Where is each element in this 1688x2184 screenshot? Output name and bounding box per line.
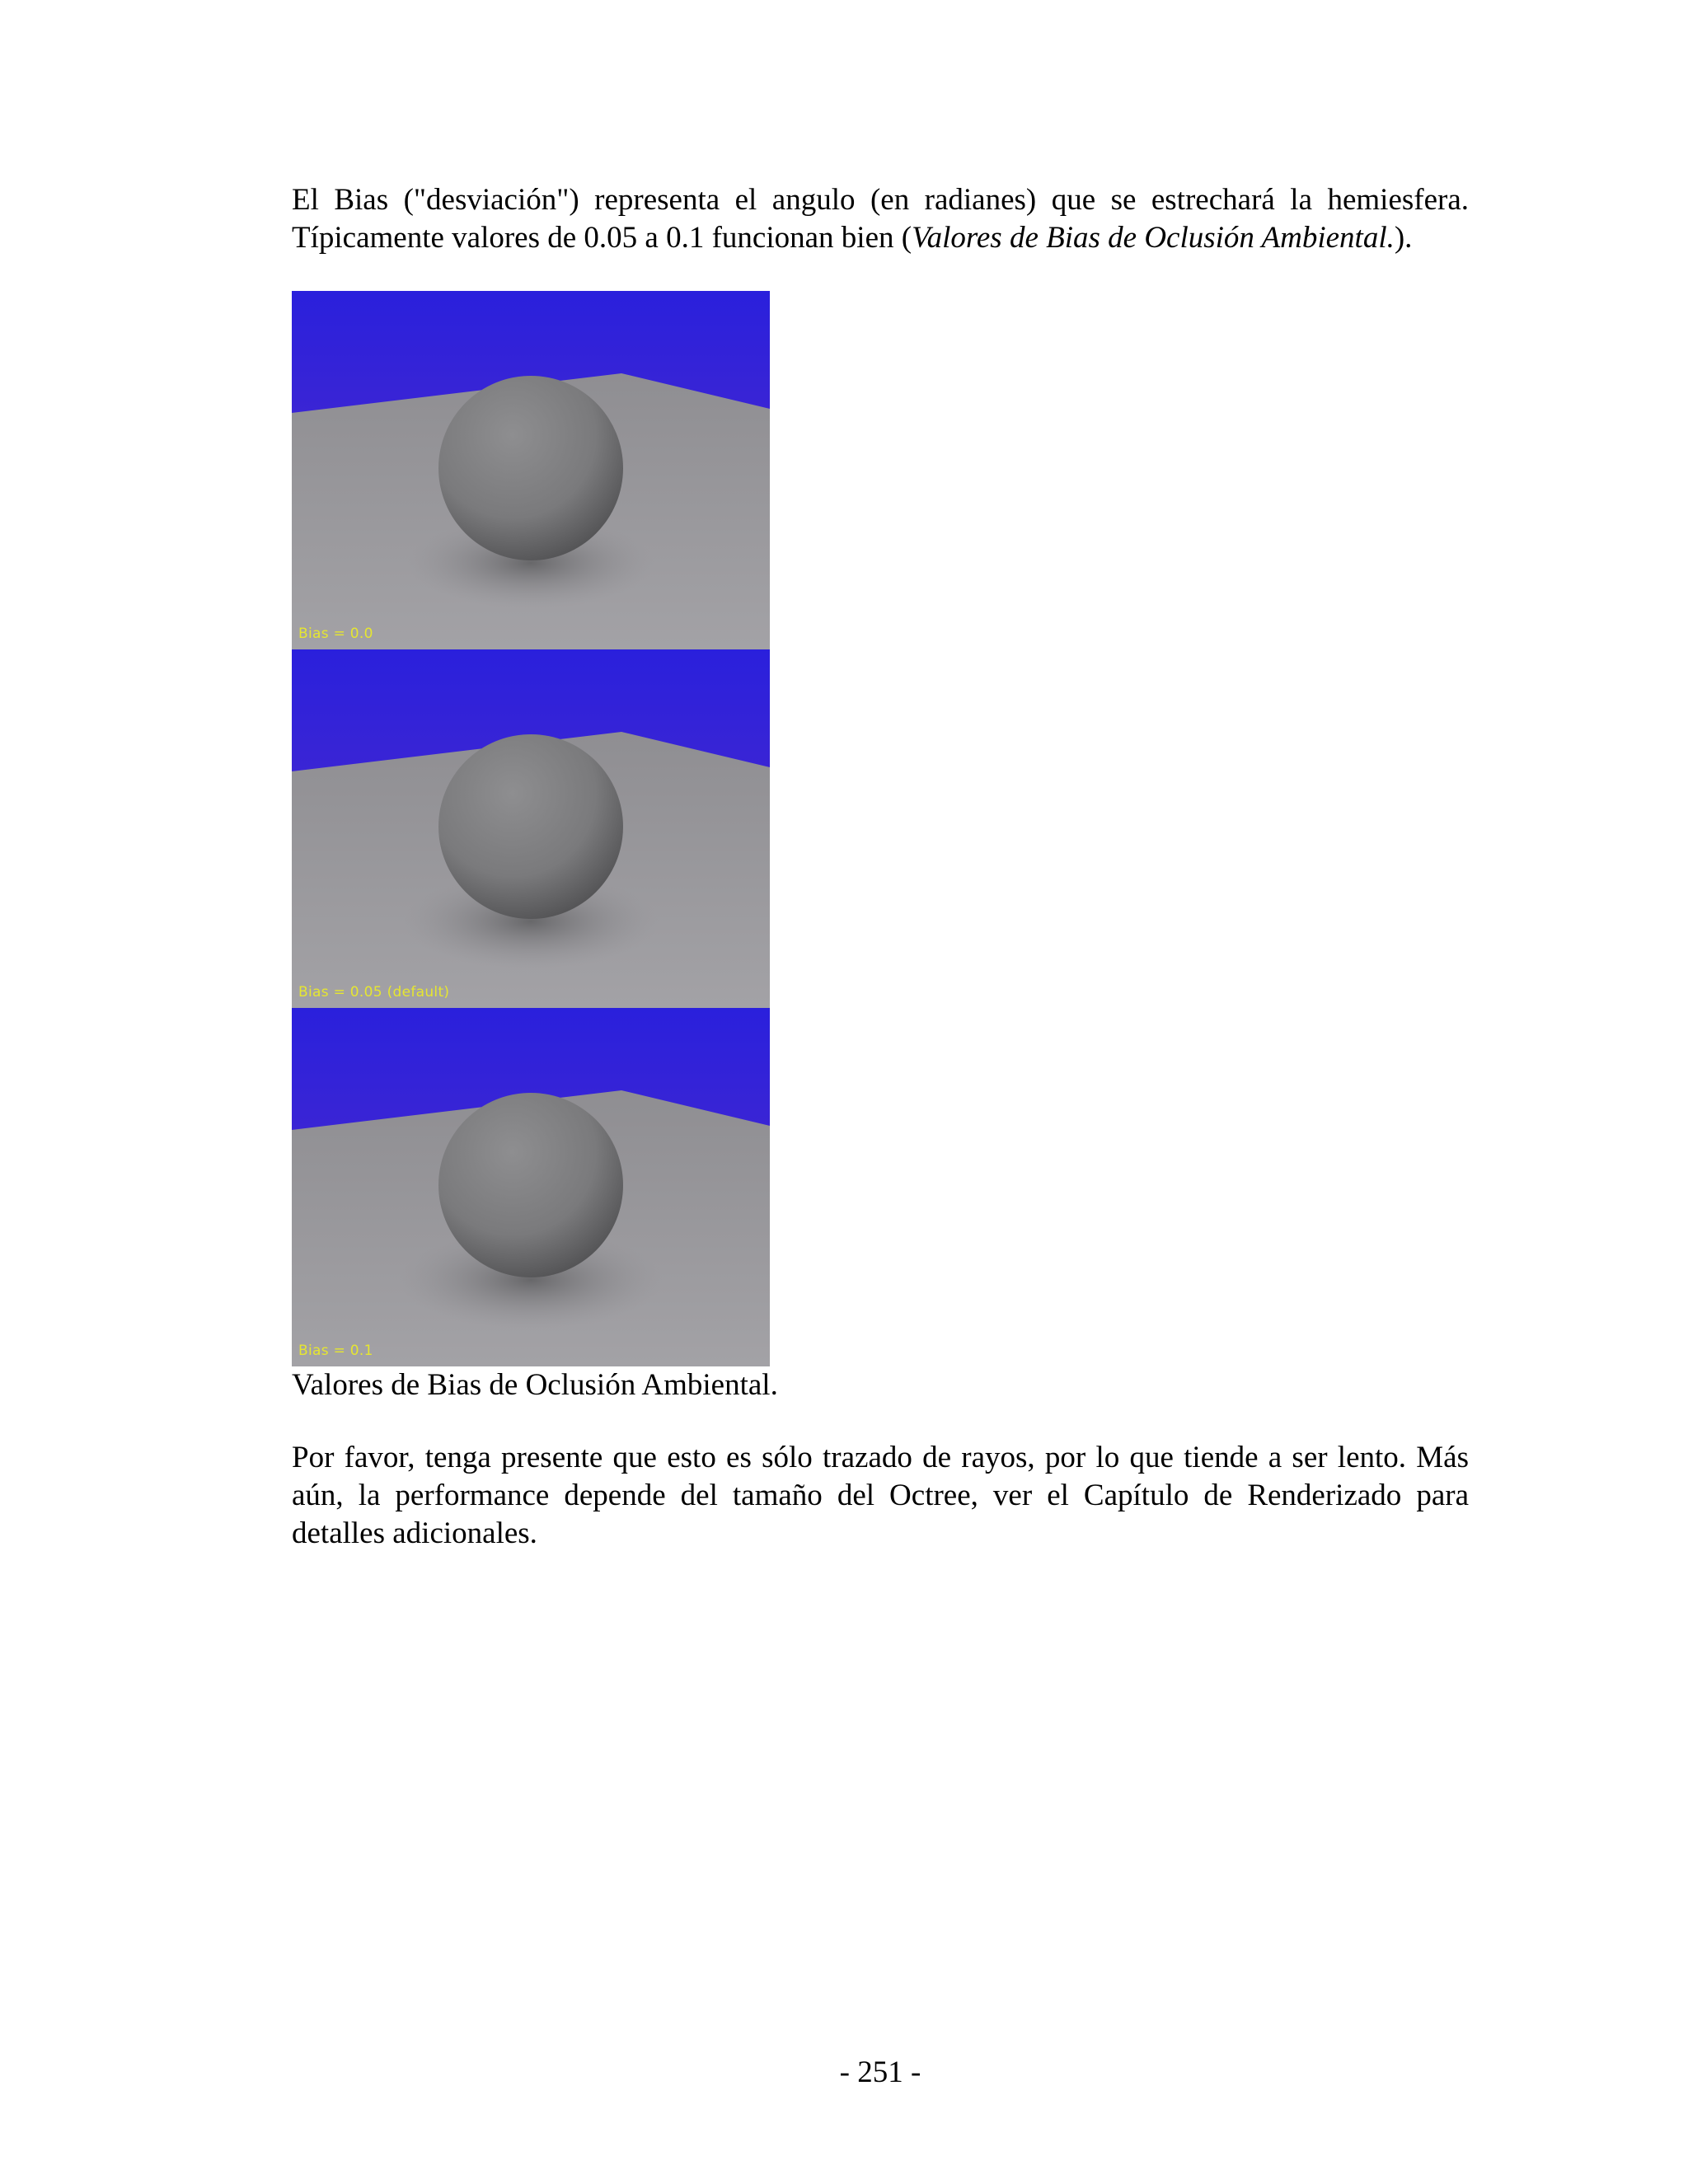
figure-caption: Valores de Bias de Oclusión Ambiental. <box>292 1368 778 1402</box>
closing-paragraph: Por favor, tenga presente que esto es sólo trazado de rayos, por lo que tiende a ser lento. Más aún, la performance depende del tamaño del Octree, ver el Capítulo de Renderizado para detalles adicionales. <box>292 1441 1469 1550</box>
render-panel-bias-0-05 <box>292 649 770 1008</box>
intro-paragraph <box>292 181 1469 257</box>
panel-label: Bias = 0.0 <box>298 626 373 642</box>
render-image-2 <box>292 649 770 1008</box>
render-panel-bias-0 <box>292 291 770 649</box>
panel-label: Bias = 0.1 <box>298 1343 373 1359</box>
render-image-1 <box>292 291 770 649</box>
figure-reference: Valores de Bias de Oclusión Ambiental. <box>912 221 1395 255</box>
panel-label: Bias = 0.05 (default) <box>298 984 450 1001</box>
intro-text-before: El Bias ("desviación") representa el angulo (en radianes) que se estrechará la hemiesfera. Típicamente valores de 0.05 a 0.1 funcionan bien ( <box>292 183 1469 255</box>
render-panel-bias-0-1 <box>292 1008 770 1366</box>
intro-text-after: ). <box>1394 221 1413 255</box>
ao-bias-figure <box>292 291 770 1367</box>
page-number: - 251 - <box>839 2055 921 2089</box>
render-image-3 <box>292 1008 770 1366</box>
